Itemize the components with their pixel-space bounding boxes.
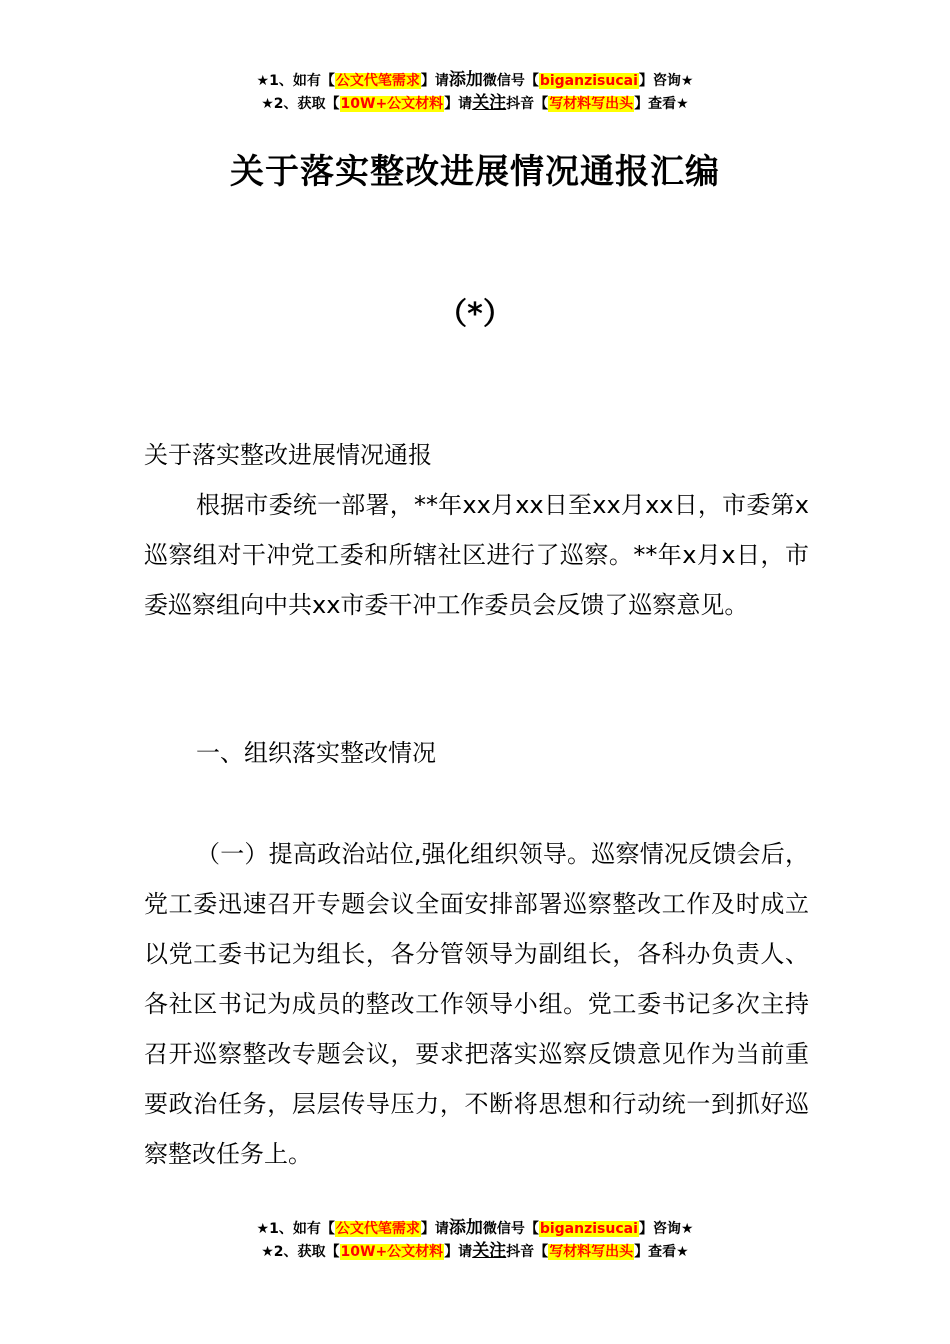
promo-douyin-id: 写材料写出头 bbox=[549, 96, 634, 112]
promo-wechat-id: biganzisucai bbox=[539, 1221, 638, 1237]
section-title: 一、组织落实整改情况 bbox=[196, 739, 436, 767]
bottom-promo-banner bbox=[0, 1217, 950, 1263]
promo-line-1 bbox=[0, 1217, 950, 1240]
promo-text: ★1、如有【 bbox=[256, 1221, 335, 1237]
promo-text: 】咨询★ bbox=[638, 73, 694, 89]
body-paragraph: （一）提高政治站位,强化组织领导。巡察情况反馈会后，党工委迅速召开专题会议全面安排部署巡察整改工作及时成立以党工委书记为组长，各分管领导为副组长，各科办负责人、各社区书记为成员的整改工作领导小组。党工委书记多次主持召开巡察整改专题会议，要求把落实巡察反馈意见作为当前重要政治任务，层层传导压力，不断将思想和行动统一到抓好巡察整改任务上。 bbox=[144, 840, 809, 1168]
promo-text: ★2、获取【 bbox=[261, 96, 340, 112]
section-heading: 关于落实整改进展情况通报 bbox=[144, 441, 432, 469]
promo-text: 】请 bbox=[420, 73, 449, 89]
promo-douyin-id: 写材料写出头 bbox=[549, 1244, 634, 1260]
body-paragraph: 根据市委统一部署，**年xx月xx日至xx月xx日，市委第x巡察组对干冲党工委和所辖社区进行了巡察。**年x月x日，市委巡察组向中共xx市委干冲工作委员会反馈了巡察意见。 bbox=[144, 491, 809, 619]
promo-text: 微信号【 bbox=[482, 73, 539, 89]
promo-wechat-id: biganzisucai bbox=[539, 73, 638, 89]
promo-highlight: 10W+公文材料 bbox=[340, 1244, 444, 1260]
promo-text: ★2、获取【 bbox=[261, 1244, 340, 1260]
promo-emphasis: 关注 bbox=[472, 1241, 507, 1261]
promo-text: 微信号【 bbox=[482, 1221, 539, 1237]
promo-text: 】咨询★ bbox=[638, 1221, 694, 1237]
promo-line-1 bbox=[0, 69, 950, 92]
promo-text: 】查看★ bbox=[634, 1244, 689, 1260]
promo-text: 】请 bbox=[444, 1244, 473, 1260]
promo-text: ★1、如有【 bbox=[256, 73, 335, 89]
promo-text: 抖音【 bbox=[506, 1244, 549, 1260]
promo-line-2 bbox=[0, 1240, 950, 1263]
promo-text: 】请 bbox=[420, 1221, 449, 1237]
promo-highlight: 公文代笔需求 bbox=[335, 1221, 420, 1237]
promo-text: 】请 bbox=[444, 96, 473, 112]
promo-highlight: 10W+公文材料 bbox=[340, 96, 444, 112]
document-subtitle: （*） bbox=[437, 297, 513, 332]
promo-text: 抖音【 bbox=[506, 96, 549, 112]
promo-emphasis: 添加 bbox=[448, 70, 483, 90]
promo-text: 】查看★ bbox=[634, 96, 689, 112]
promo-emphasis: 添加 bbox=[448, 1218, 483, 1238]
promo-highlight: 公文代笔需求 bbox=[335, 73, 420, 89]
top-promo-banner bbox=[0, 69, 950, 115]
document-title: 关于落实整改进展情况通报汇编 bbox=[230, 152, 720, 192]
promo-line-2 bbox=[0, 92, 950, 115]
promo-emphasis: 关注 bbox=[472, 93, 507, 113]
